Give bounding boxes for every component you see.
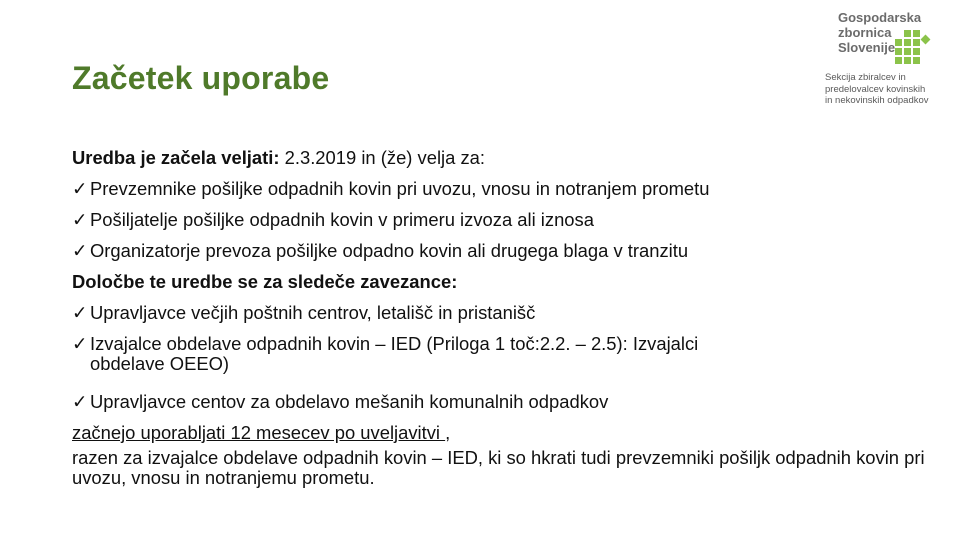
- intro-line: [72, 142, 932, 173]
- check-icon: ✓: [72, 391, 88, 412]
- logo-grid-icon: [892, 30, 932, 66]
- logo-line-2: zbornica: [838, 25, 892, 40]
- slide-body: [72, 142, 932, 488]
- logo-sub-3: in nekovinskih odpadkov: [825, 95, 929, 106]
- logo-line-1: Gospodarska: [838, 10, 922, 25]
- list-item: [72, 386, 932, 417]
- section-heading: Določbe te uredbe se za sledeče zavezance:: [72, 271, 458, 292]
- check-icon: ✓: [72, 240, 88, 261]
- bullet-text: Upravljavce centov za obdelavo mešanih komunalnih odpadkov: [90, 391, 609, 412]
- slide-title: Začetek uporabe: [72, 60, 330, 96]
- gzs-logo: [822, 10, 954, 110]
- underlined-text: začnejo uporabljati 12 mesecev po uveljavitvi: [72, 422, 446, 443]
- list-item: [72, 173, 932, 204]
- final-paragraph: razen za izvajalce obdelave odpadnih kovin – IED, ki so hkrati tudi prevzemniki pošiljk odpadnih kovin pri uvozu, vnosu in notranjemu prometu.: [72, 447, 925, 488]
- logo-line-3: Slovenije: [838, 40, 896, 55]
- bullet-continuation: obdelave OEEO): [90, 353, 230, 374]
- logo-subtitle: [825, 72, 929, 107]
- check-icon: ✓: [72, 333, 88, 354]
- logo-sub-2: predelovalcev kovinskih: [825, 83, 926, 95]
- bullet-text: Upravljavce večjih poštnih centrov, letališč in pristanišč: [90, 302, 536, 323]
- bullet-text: Izvajalce obdelave odpadnih kovin – IED (Priloga 1 toč:2.2. – 2.5): Izvajalci: [90, 333, 699, 354]
- list-item: [72, 204, 932, 235]
- list-item: [72, 235, 932, 266]
- underlined-line: [72, 417, 932, 448]
- comma: ,: [445, 422, 451, 443]
- list-item: [72, 297, 932, 328]
- bullet-text: Prevzemnike pošiljke odpadnih kovin pri uvozu, vnosu in notranjem prometu: [90, 178, 710, 199]
- bullet-text: Organizatorje prevoza pošiljke odpadno kovin ali drugega blaga v tranzitu: [90, 240, 689, 261]
- bullet-text: Pošiljatelje pošiljke odpadnih kovin v primeru izvoza ali iznosa: [90, 209, 594, 230]
- intro-rest: 2.3.2019 in (že) velja za:: [279, 147, 485, 168]
- check-icon: ✓: [72, 302, 88, 323]
- intro-bold: Uredba je začela veljati:: [72, 147, 280, 168]
- logo-sub-1: Sekcija zbiralcev in: [825, 72, 906, 83]
- check-icon: ✓: [72, 178, 88, 199]
- check-icon: ✓: [72, 209, 88, 230]
